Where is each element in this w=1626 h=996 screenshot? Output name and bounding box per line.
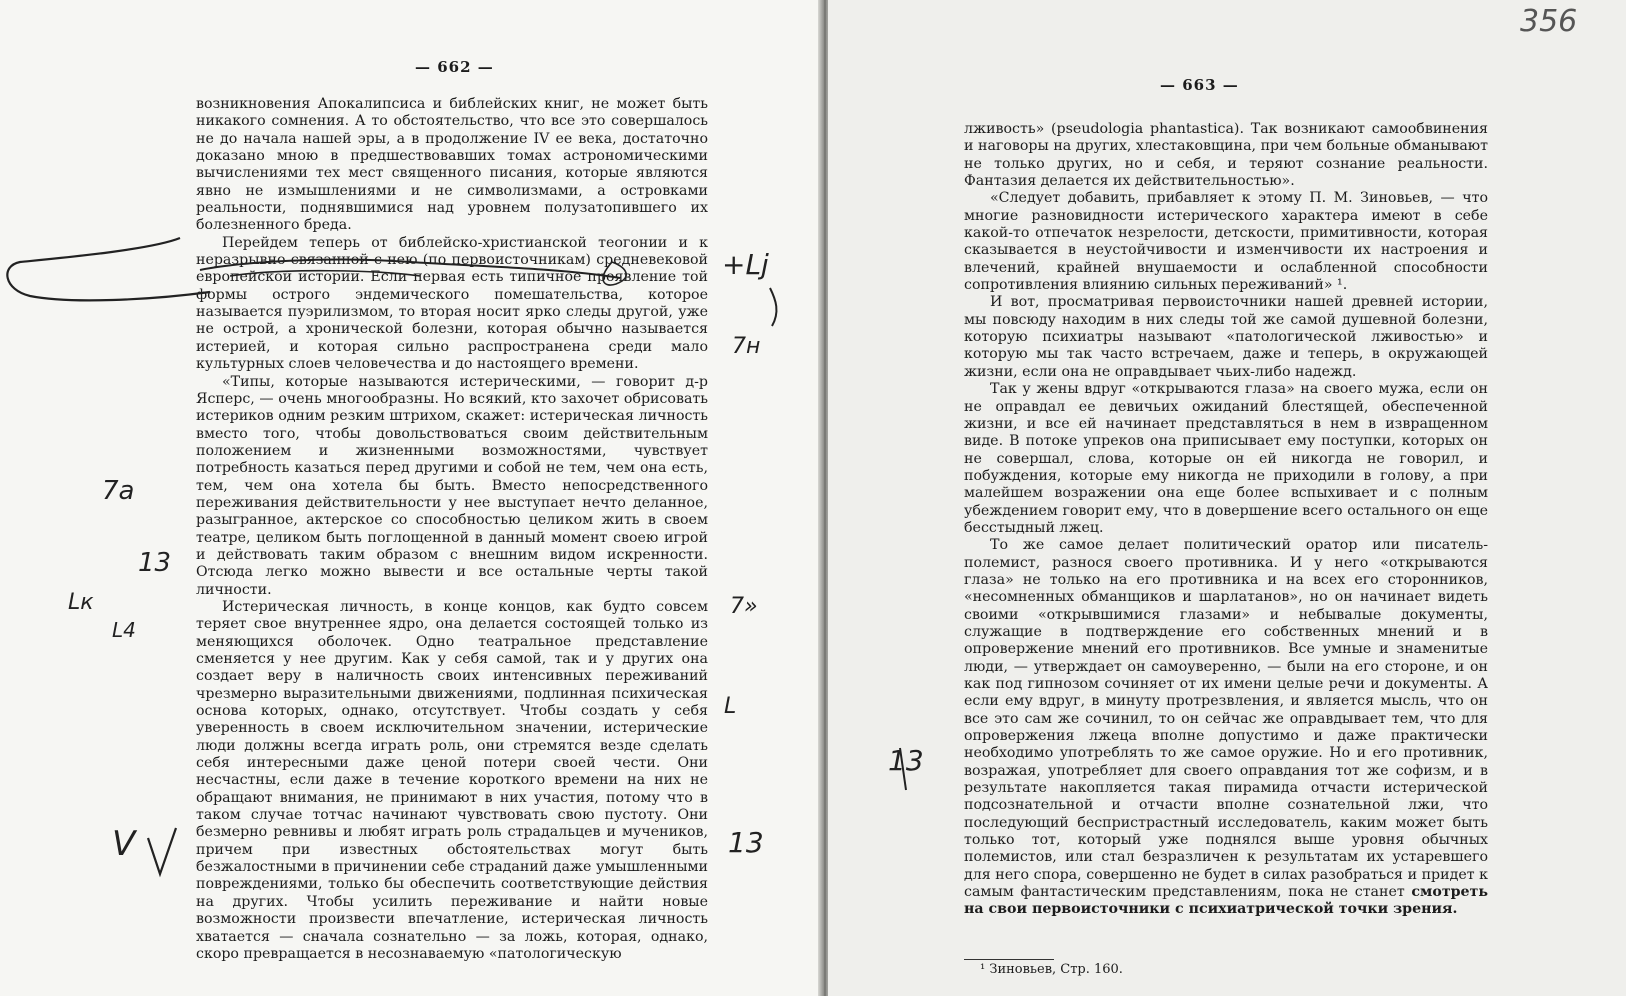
margin-note: 7н [732,334,761,359]
margin-note: 13 [728,826,764,859]
margin-note: 13 [888,744,924,777]
paragraph: Перейдем теперь от библейско-христианской теогонии и к неразрывно связанной с нею (по первоисточникам) средневековой европейской истории. Если первая есть типичное проявление той формы острого эндемического помешательства, которое называется пуэрилизмом, то вторая носит ярко следы другой, уже не острой, а хронической болезни, которая обычно называется истерией, и которая сильно распространена среди мало культурных слоев человечества и до настоящего времени. [196,234,708,373]
paragraph: возникновения Апокалипсиса и библейских книг, не может быть никакого сомнения. А то обстоятельство, что все это совершалось не до начала нашей эры, а в продолжение IV ее века, достаточно доказано мною в предшествовавших томах астрономическими вычислениями тех мест священного писания, которые являются явно не измышлениями и не символизмами, а островками реальности, поднявшимися над уровнем полузатопившего их болезненного бреда. [196,96,708,234]
paragraph: «Типы, которые называются истерическими, — говорит д-р Ясперс, — очень многообразны. Но всякий, кто захочет обрисовать истериков одним резким штрихом, скажет: истерическая личность вместо того, чтобы довольствоваться своим действительным положением и жизненными возможностями, чувствует потребность казаться перед другими и собой не тем, чем она есть, тем, чем она хотела бы быть. Вместо непосредственного переживания действительности у нее выступает нечто деланное, разыгранное, актерское со способностью целиком жить в своем театре, целиком быть поглощенной в данный момент своею игрой и действовать таким образом с внешним видом искренности. Отсюда легко можно вывести и все остальные черты такой личности. [196,373,708,598]
right-page-text [964,121,1488,919]
footnote: ¹ Зиновьев, Стр. 160. [980,962,1123,977]
bold-conclusion: смотреть на свои первоисточники с психиатрической точки зрения. [964,884,1488,918]
paragraph: лживость» (pseudologia phantastica). Так возникают самообвинения и наговоры на других, хлестаковщина, при чем больные обманывают не только других, но и себя, и теряют сознание реальности. Фантазия делается их действительностью». [964,121,1488,190]
margin-note: Lк [68,590,94,615]
right-page [828,0,1626,996]
footnote-rule [964,959,1054,960]
page-number-left: — 662 — [415,58,494,76]
paragraph: Истерическая личность, в конце концов, как будто совсем теряет свое внутреннее ядро, она делается состоящей только из меняющихся оболочек. Одно театральное представление сменяется у нее другим. Как у себя самой, так и у других она создает веру в наличность своих интенсивных переживаний чрезмерно выразительными движениями, подлинная психическая основа которых, однако, отсутствует. Чтобы создать у себя уверенность в своем исключительном значении, истерические люди должны всегда играть роль, они стремятся везде сделать себя интересными даже ценой потери своей чести. Они несчастны, если даже в течение короткого времени на них не обращают внимания, не принимают в них участия, потому что в таком случае тотчас начинают чувствовать свою пустоту. Они безмерно ревнивы и любят играть роль страдальцев и мучеников, причем при известных обстоятельствах могут быть безжалостными в причинении себе страданий даже умышленными повреждениями, только бы обеспечить соответствующие действия на других. Чтобы усилить переживание и найти новые возможности произвести впечатление, истерическая личность хватается — сначала сознательно — за ложь, которая, однако, скоро превращается в несознаваемую «патологическую [196,598,708,962]
margin-note: 7а [102,476,135,506]
paragraph: «Следует добавить, прибавляет к этому П. М. Зиновьев, — что многие разновидности истерического характера имеют в себе какой-то отпечаток незрелости, детскости, примитивности, которая сказывается в неустойчивости и изменчивости их настроения и влечений, крайней внушаемости и ослабленной способности сопротивления влиянию сильных переживаний» ¹. [964,190,1488,294]
page-number-right: — 663 — [1160,76,1239,94]
paragraph-last [964,537,1488,919]
margin-note: +Lj [722,248,769,281]
left-page-text [196,96,708,963]
margin-note: L [724,694,737,719]
paragraph-last-body: То же самое делает политический оратор или писатель-полемист, разнося своего противника. И у него «открываются глаза» не только на его противника и на всех его сторонников, «несомненных обманщиков и шарлатанов», но он начинает видеть своими «открывшимися глазами» и небывалые документы, служащие в подтверждение его собственных мнений и в опровержение мнений его противников. Все умные и знаменитые люди, — утверждает он самоуверенно, — были на его стороне, и он как под гипнозом сочиняет от их имени целые речи и документы. А если ему вдруг, в минуту протрезвления, и является мысль, что он все это сам же сочинил, то он сейчас же оправдывает тем, что для опровержения лжеца вполне допустимо и даже практически необходимо употреблять то же самое оружие. Но и его противник, возражая, употребляет для своего оправдания тот же софизм, и в результате накопляется такая пирамида отчасти истерической подсознательной и отчасти вполне сознательной лжи, что последующий беспристрастный исследователь, каким может быть только тот, который уже поднялся выше уровня обычных полемистов, или стал безразличен к результатам их устаревшего для него спора, совершенно не будет в силах разобраться и придет к самым фантастическим представлениям, пока не станет [964,537,1488,901]
paragraph: И вот, просматривая первоисточники нашей древней истории, мы повсюду находим в них следы той же самой душевной болезни, которую психиатры называют «патологической лживостью» и которую мы так часто встречаем, даже и теперь, в окружающей жизни, если она не оправдывает чьих-либо надежд. [964,294,1488,380]
margin-note: 7» [730,594,758,619]
corner-number: 356 [1520,4,1578,39]
margin-note: V [112,824,136,864]
paragraph: Так у жены вдруг «открываются глаза» на своего мужа, если он не оправдал ее девичьих ожиданий блестящей, обеспеченной жизни, и все ей начинает представляться в нем в извращенном виде. В потоке упреков она приписывает ему поступки, которых он не совершал, слова, которые он ей никогда не говорил, и побуждения, которые ему никогда не приходили в голову, а при малейшем возражении она еще более вспыхивает и с полным убеждением говорит ему, что в довершение всего остального он еще бесстыдный лжец. [964,381,1488,536]
margin-note: L4 [112,618,136,642]
margin-note: 13 [138,548,172,578]
